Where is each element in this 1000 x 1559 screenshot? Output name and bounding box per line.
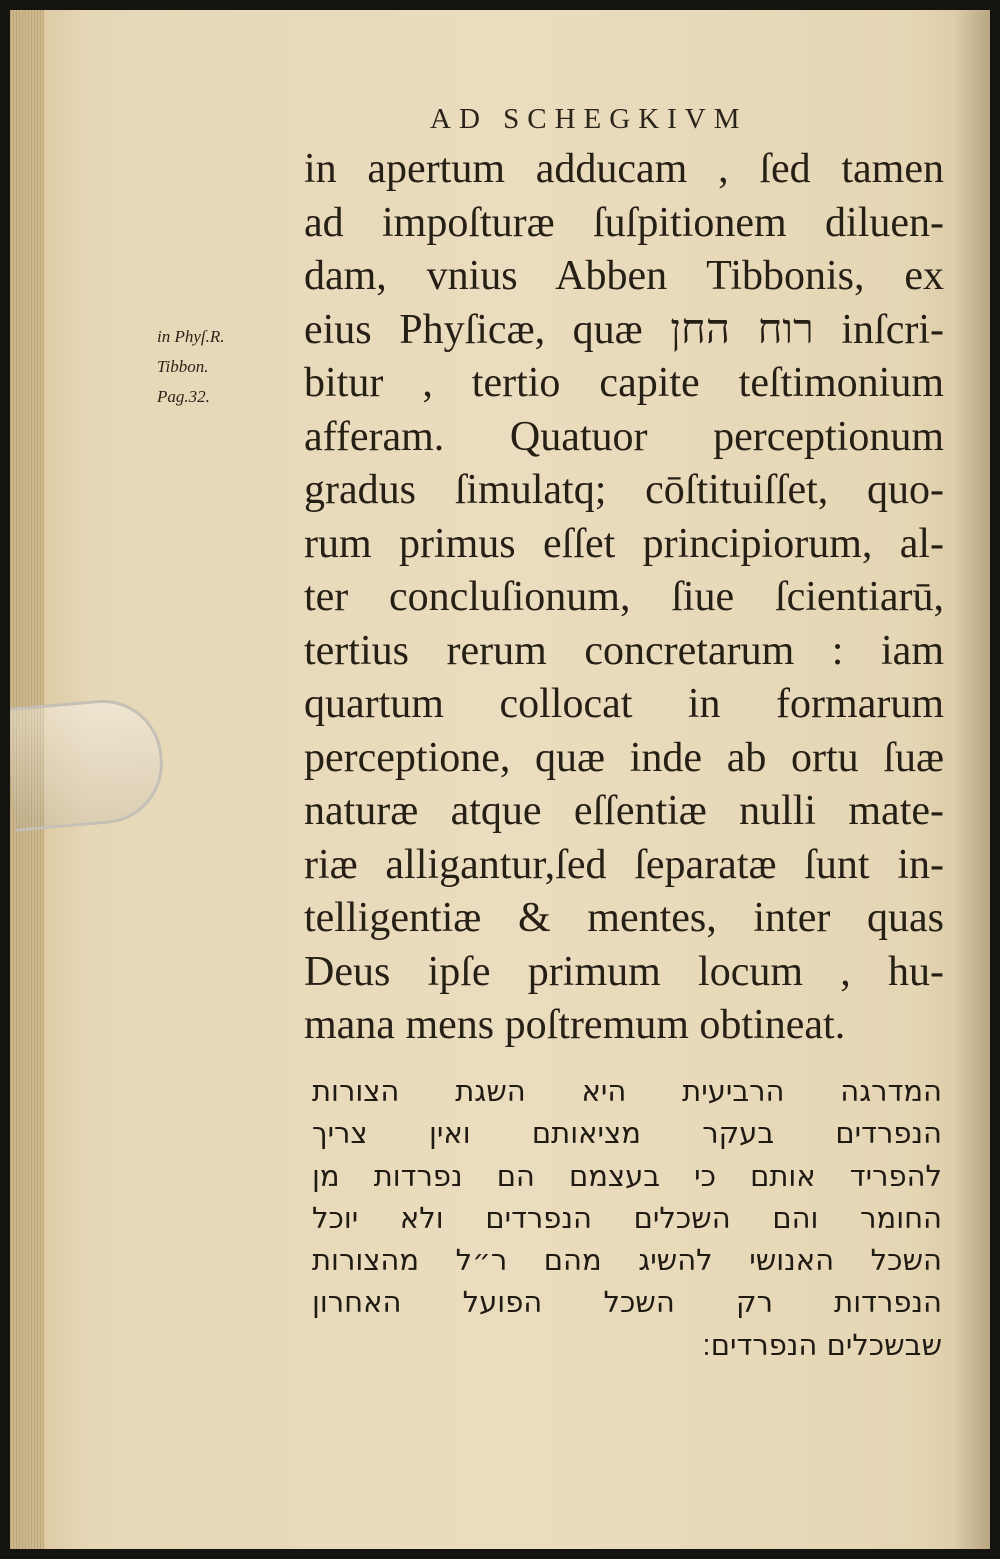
latin-line: naturæ atque eſſentiæ nulli mate- [304,788,944,834]
latin-line: perceptione, quæ inde ab ortu ſuæ [304,734,944,781]
latin-line: tertius rerum concretarum : iam [304,627,944,674]
page-gutter-shadow [954,10,990,1549]
latin-line: in apertum adducam , ſed tamen [304,146,944,192]
latin-line: riæ alligantur,ſed ſeparatæ ſunt in- [304,841,944,888]
hebrew-text-block [312,1070,942,1366]
latin-line: dam, vnius Abben Tibbonis, ex [304,253,944,299]
hebrew-line: המדרגה הרביעית היא השגת הצורות [312,1074,942,1108]
latin-line: gradus ſimulatq; cōſtituiſſet, quo- [304,467,944,513]
margin-note-line: in Phyſ.R. [157,327,225,346]
hebrew-line: הנפרדים בעקר מציאותם ואין צריך [312,1116,942,1151]
margin-note-line: Tibbon. [157,357,209,376]
hebrew-line: הנפרדות רק השכל הפועל האחרון [312,1285,942,1320]
hebrew-line: שבשכלים הנפרדים׃ [702,1327,942,1362]
margin-note [157,322,277,412]
margin-note-line: Pag.32. [157,387,210,406]
latin-line: telligentiæ & mentes, inter quas [304,895,944,941]
latin-line: eius Phyſicæ, quæ רוח החן inſcri- [304,306,944,353]
latin-line: quartum collocat in formarum [304,681,944,727]
hebrew-line: להפריד אותם כי בעצמם הם נפרדות מן [312,1158,942,1193]
hebrew-line: השכל האנושי להשיג מהם ר״ל מהצורות [312,1243,942,1278]
latin-line: afferam. Quatuor perceptionum [304,413,944,460]
running-head: AD SCHEGKIVM [430,103,748,135]
latin-line: ter concluſionum, ſiue ſcientiarū, [304,574,944,620]
latin-line: mana mens poſtremum obtineat. [304,1002,846,1048]
page-clip [10,695,168,832]
latin-line: bitur , tertio capite teſtimonium [304,360,944,406]
latin-line: Deus ipſe primum locum , hu- [304,948,944,995]
hebrew-line: החומר והם השכלים הנפרדים ולא יוכל [312,1200,942,1235]
latin-text-block [304,143,944,1053]
latin-line: ad impoſturæ ſuſpitionem diluen- [304,199,944,246]
latin-line: rum primus eſſet principiorum, al- [304,520,944,567]
